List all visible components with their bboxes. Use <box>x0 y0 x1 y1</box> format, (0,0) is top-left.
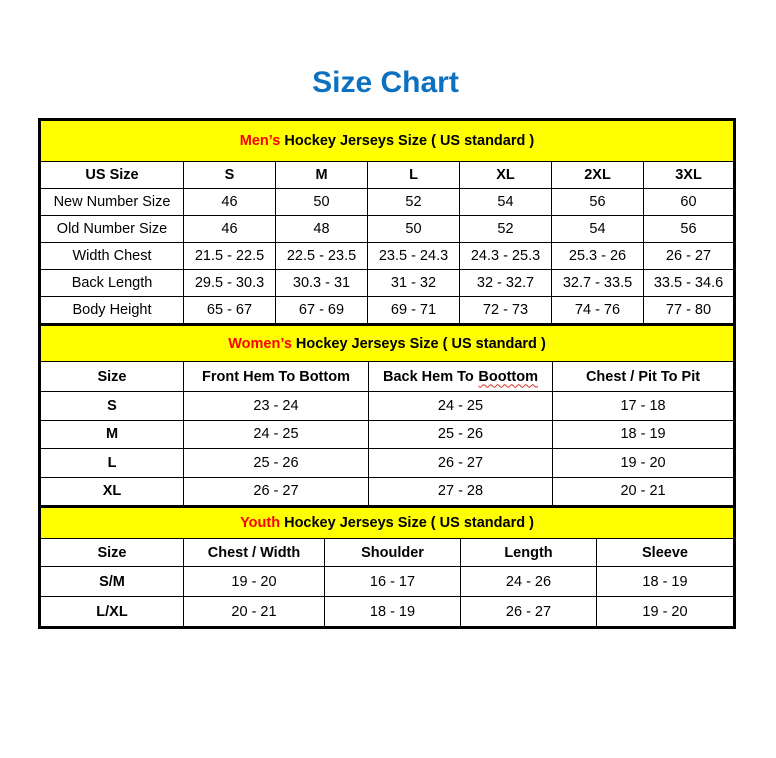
row-label: S/M <box>40 567 184 597</box>
value-cell: 69 - 71 <box>368 297 460 325</box>
value-cell: 46 <box>184 189 276 216</box>
table-row <box>40 216 735 243</box>
value-cell: 26 - 27 <box>644 243 735 270</box>
band-highlight: Men’s <box>239 133 281 149</box>
value-cell: 24 - 25 <box>184 420 369 449</box>
table-row <box>40 297 735 325</box>
value-cell: 32 - 32.7 <box>460 270 552 297</box>
value-cell: 20 - 21 <box>553 477 735 507</box>
value-cell: 26 - 27 <box>461 597 597 628</box>
value-cell: 26 - 27 <box>184 477 369 507</box>
row-label: Back Length <box>40 270 184 297</box>
table-row <box>40 449 735 478</box>
value-cell: 23.5 - 24.3 <box>368 243 460 270</box>
col-header: US Size <box>40 162 184 189</box>
value-cell: 22.5 - 23.5 <box>276 243 368 270</box>
womens-section-band <box>40 325 735 362</box>
col-header: Shoulder <box>325 539 461 567</box>
youth-section-band <box>40 507 735 539</box>
mens-size-table <box>38 118 736 326</box>
value-cell: 25 - 26 <box>369 420 553 449</box>
value-cell: 48 <box>276 216 368 243</box>
value-cell: 19 - 20 <box>553 449 735 478</box>
table-row <box>40 189 735 216</box>
row-label: Body Height <box>40 297 184 325</box>
col-header: Chest / Pit To Pit <box>553 362 735 392</box>
value-cell: 30.3 - 31 <box>276 270 368 297</box>
row-label: XL <box>40 477 184 507</box>
table-row <box>40 567 735 597</box>
row-label: S <box>40 392 184 421</box>
size-chart <box>38 118 733 629</box>
value-cell: 24 - 25 <box>369 392 553 421</box>
value-cell: 24.3 - 25.3 <box>460 243 552 270</box>
misspelled-word: Boottom <box>478 368 538 385</box>
value-cell: 26 - 27 <box>369 449 553 478</box>
table-row <box>40 420 735 449</box>
value-cell: 52 <box>368 189 460 216</box>
row-label: L <box>40 449 184 478</box>
value-cell: 60 <box>644 189 735 216</box>
col-header: Length <box>461 539 597 567</box>
table-row <box>40 507 735 539</box>
col-header: S <box>184 162 276 189</box>
value-cell: 25 - 26 <box>184 449 369 478</box>
band-highlight: Youth <box>240 515 281 531</box>
value-cell: 17 - 18 <box>553 392 735 421</box>
table-header-row <box>40 539 735 567</box>
col-header: Chest / Width <box>184 539 325 567</box>
col-header: Sleeve <box>597 539 735 567</box>
table-header-row <box>40 362 735 392</box>
col-header: XL <box>460 162 552 189</box>
mens-section-band <box>40 120 735 162</box>
table-row <box>40 597 735 628</box>
value-cell: 50 <box>368 216 460 243</box>
value-cell: 32.7 - 33.5 <box>552 270 644 297</box>
womens-size-table <box>38 323 736 508</box>
table-row <box>40 325 735 362</box>
col-header: Size <box>40 539 184 567</box>
band-text: Hockey Jerseys Size ( US standard ) <box>291 335 546 352</box>
value-cell: 25.3 - 26 <box>552 243 644 270</box>
value-cell: 19 - 20 <box>184 567 325 597</box>
value-cell: 50 <box>276 189 368 216</box>
value-cell: 56 <box>644 216 735 243</box>
col-header: Size <box>40 362 184 392</box>
value-cell: 54 <box>552 216 644 243</box>
value-cell: 29.5 - 30.3 <box>184 270 276 297</box>
value-cell: 18 - 19 <box>553 420 735 449</box>
col-header: 3XL <box>644 162 735 189</box>
value-cell: 33.5 - 34.6 <box>644 270 735 297</box>
row-label: Old Number Size <box>40 216 184 243</box>
value-cell: 16 - 17 <box>325 567 461 597</box>
col-header: Front Hem To Bottom <box>184 362 369 392</box>
value-cell: 19 - 20 <box>597 597 735 628</box>
row-label: M <box>40 420 184 449</box>
band-highlight: Women’s <box>228 335 292 352</box>
col-header-text: Back Hem To <box>382 368 474 385</box>
value-cell: 74 - 76 <box>552 297 644 325</box>
value-cell: 18 - 19 <box>597 567 735 597</box>
youth-size-table <box>38 505 736 629</box>
col-header: 2XL <box>552 162 644 189</box>
value-cell: 21.5 - 22.5 <box>184 243 276 270</box>
row-label: L/XL <box>40 597 184 628</box>
value-cell: 77 - 80 <box>644 297 735 325</box>
table-row <box>40 270 735 297</box>
value-cell: 72 - 73 <box>460 297 552 325</box>
row-label: Width Chest <box>40 243 184 270</box>
value-cell: 18 - 19 <box>325 597 461 628</box>
col-header: M <box>276 162 368 189</box>
table-header-row <box>40 162 735 189</box>
page-title: Size Chart <box>312 66 459 99</box>
value-cell: 31 - 32 <box>368 270 460 297</box>
value-cell: 46 <box>184 216 276 243</box>
value-cell: 52 <box>460 216 552 243</box>
col-header: L <box>368 162 460 189</box>
row-label: New Number Size <box>40 189 184 216</box>
table-row <box>40 120 735 162</box>
value-cell: 54 <box>460 189 552 216</box>
table-row <box>40 477 735 507</box>
table-row <box>40 392 735 421</box>
value-cell: 67 - 69 <box>276 297 368 325</box>
value-cell: 20 - 21 <box>184 597 325 628</box>
value-cell: 56 <box>552 189 644 216</box>
table-row <box>40 243 735 270</box>
band-text: Hockey Jerseys Size ( US standard ) <box>280 133 535 149</box>
col-header-misspelled <box>369 362 553 392</box>
band-text: Hockey Jerseys Size ( US standard ) <box>280 515 534 531</box>
value-cell: 23 - 24 <box>184 392 369 421</box>
value-cell: 27 - 28 <box>369 477 553 507</box>
value-cell: 65 - 67 <box>184 297 276 325</box>
value-cell: 24 - 26 <box>461 567 597 597</box>
